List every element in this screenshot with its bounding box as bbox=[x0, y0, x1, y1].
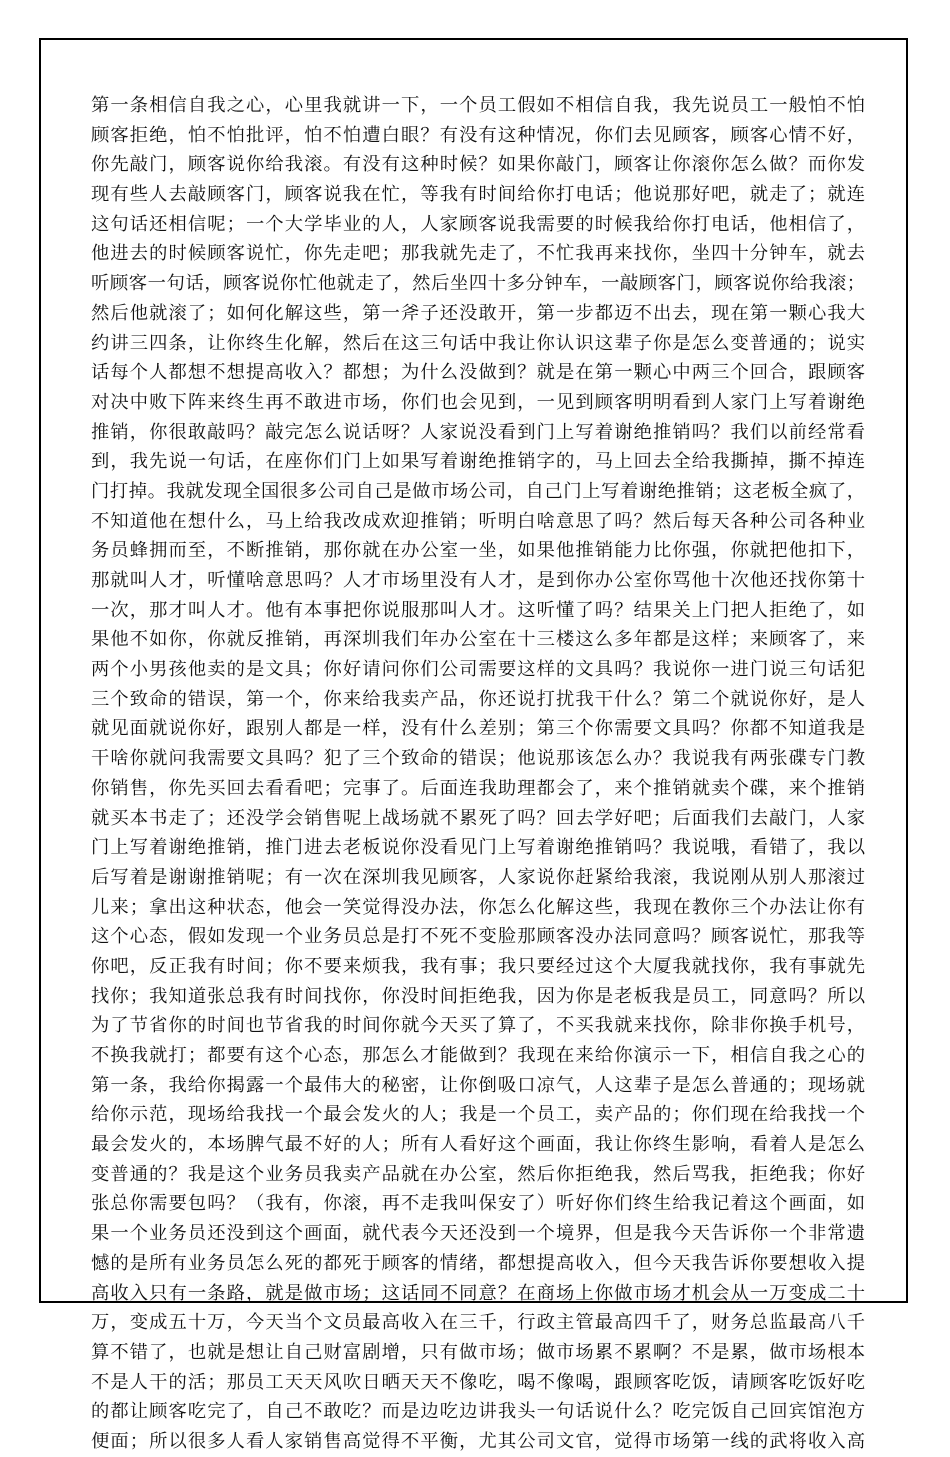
text-line: 就买本书走了；还没学会销售呢上战场就不累死了吗？回去学好吧；后面我们去敲门，人家 bbox=[91, 807, 865, 829]
text-line: 最会发火的，本场脾气最不好的人；所有人看好这个画面，我让你终生影响，看着人是怎么 bbox=[91, 1134, 865, 1156]
text-line: 干啥你就问我需要文具吗？犯了三个致命的错误；他说那该怎么办？我说我有两张碟专门教 bbox=[91, 748, 865, 770]
page-border bbox=[39, 38, 908, 1452]
text-line: 听顾客一句话，顾客说你忙他就走了，然后坐四十多分钟车，一敲顾客门，顾客说你给我滚； bbox=[91, 273, 865, 295]
text-line: 你吧，反正我有时间；你不要来烦我，我有事；我只要经过这个大厦我就找你，我有事就先 bbox=[91, 955, 865, 977]
text-line: 的都让顾客吃完了，自己不敢吃？而是边吃边讲我头一句话说什么？吃完饭自己回宾馆泡方 bbox=[91, 1401, 865, 1423]
text-line: 你先敲门，顾客说你给我滚。有没有这种时候？如果你敲门，顾客让你滚你怎么做？而你发 bbox=[91, 154, 865, 176]
text-line: 果一个业务员还没到这个画面，就代表今天还没到一个境界，但是我今天告诉你一个非常遗 bbox=[91, 1223, 865, 1245]
text-line: 你销售，你先买回去看看吧；完事了。后面连我助理都会了，来个推销就卖个碟，来个推销 bbox=[91, 777, 865, 799]
text-line: 万，变成五十万，今天当个文员最高收入在三千，行政主管最高四千了，财务总监最高八千 bbox=[91, 1312, 865, 1334]
text-line: 不是人干的活；那员工天天风吹日晒天天不像吃，喝不像喝，跟顾客吃饭，请顾客吃饭好吃 bbox=[91, 1371, 865, 1393]
text-line: 算不错了，也就是想让自己财富剧增，只有做市场；做市场累不累啊？不是累，做市场根本 bbox=[91, 1341, 865, 1363]
text-line: 到，我先说一句话，在座你们门上如果写着谢绝推销字的，马上回去全给我撕掉，撕不掉连 bbox=[91, 451, 865, 473]
text-line: 现有些人去敲顾客门，顾客说我在忙，等我有时间给你打电话；他说那好吧，就走了；就连 bbox=[91, 184, 865, 206]
text-line: 就见面就说你好，跟别人都是一样，没有什么差别；第三个你需要文具吗？你都不知道我是 bbox=[91, 718, 865, 740]
text-line: 这句话还相信呢；一个大学毕业的人，人家顾客说我需要的时候我给你打电话，他相信了， bbox=[91, 213, 865, 235]
text-line: 给你示范，现场给我找一个最会发火的人；我是一个员工，卖产品的；你们现在给我找一个 bbox=[91, 1104, 865, 1126]
text-line: 张总你需要包吗？（我有，你滚，再不走我叫保安了）听好你们终生给我记着这个画面，如 bbox=[91, 1193, 865, 1215]
text-line: 推销，你很敢敲吗？敲完怎么说话呀？人家说没看到门上写着谢绝推销吗？我们以前经常看 bbox=[91, 421, 865, 443]
text-line: 变普通的？我是这个业务员我卖产品就在办公室，然后你拒绝我，然后骂我，拒绝我；你好 bbox=[91, 1163, 865, 1185]
text-line: 便面；所以很多人看人家销售高觉得不平衡，尤其公司文官，觉得市场第一线的武将收入高 bbox=[91, 1430, 865, 1452]
text-line: 三个致命的错误，第一个，你来给我卖产品，你还说打扰我干什么？第二个就说你好，是人 bbox=[91, 688, 865, 710]
text-line: 那就叫人才，听懂啥意思吗？人才市场里没有人才，是到你办公室你骂他十次他还找你第十 bbox=[91, 570, 865, 591]
text-line: 门打掉。我就发现全国很多公司自己是做市场公司，自己门上写着谢绝推销；这老板全疯了， bbox=[91, 480, 865, 502]
text-line: 儿来；拿出这种状态，他会一笑觉得没办法，你怎么化解这些，我现在教你三个办法让你有 bbox=[91, 896, 865, 918]
text-line: 顾客拒绝，怕不怕批评，怕不怕遭白眼？有没有这种情况，你们去见顾客，顾客心情不好， bbox=[91, 124, 865, 146]
text-line: 对决中败下阵来终生再不敢进市场，你们也会见到，一见到顾客明明看到人家门上写着谢绝 bbox=[91, 391, 865, 413]
text-line: 找你；我知道张总我有时间找你，你没时间拒绝我，因为你是老板我是员工，同意吗？所以 bbox=[91, 985, 865, 1007]
text-line: 他进去的时候顾客说忙，你先走吧；那我就先走了，不忙我再来找你，坐四十分钟车，就去 bbox=[91, 243, 865, 265]
text-line: 一次，那才叫人才。他有本事把你说服那叫人才。这听懂了吗？结果关上门把人拒绝了，如 bbox=[91, 599, 865, 621]
body-text bbox=[91, 91, 865, 1457]
text-line: 不换我就打；都要有这个心态，那怎么才能做到？我现在来给你演示一下，相信自我之心的 bbox=[91, 1045, 865, 1066]
text-line: 门上写着谢绝推销，推门进去老板说你没看见门上写着谢绝推销吗？我说哦，看错了，我以 bbox=[91, 837, 865, 859]
text-line: 高收入只有一条路，就是做市场；这话同不同意？在商场上你做市场才机会从一万变成二十 bbox=[91, 1282, 865, 1304]
text-line: 后写着是谢谢推销呢；有一次在深圳我见顾客，人家说你赶紧给我滚，我说刚从别人那滚过 bbox=[91, 866, 865, 888]
text-line: 为了节省你的时间也节省我的时间你就今天买了算了，不买我就来找你，除非你换手机号， bbox=[91, 1015, 865, 1037]
text-line: 不知道他在想什么，马上给我改成欢迎推销；听明白啥意思了吗？然后每天各种公司各种业 bbox=[91, 510, 865, 532]
text-line: 果他不如你，你就反推销，再深圳我们年办公室在十三楼这么多年都是这样；来顾客了，来 bbox=[91, 629, 865, 651]
text-line: 务员蜂拥而至，不断推销，那你就在办公室一坐，如果他推销能力比你强，你就把他扣下， bbox=[91, 540, 865, 562]
text-line: 约讲三四条，让你终生化解，然后在这三句话中我让你认识这辈子你是怎么变普通的；说实 bbox=[91, 332, 865, 354]
text-line: 这个心态，假如发现一个业务员总是打不死不变脸那顾客没办法同意吗？顾客说忙，那我等 bbox=[91, 926, 865, 948]
text-line: 话每个人都想不想提高收入？都想；为什么没做到？就是在第一颗心中两三个回合，跟顾客 bbox=[91, 362, 865, 384]
text-line: 第一条相信自我之心，心里我就讲一下，一个员工假如不相信自我，我先说员工一般怕不怕 bbox=[91, 95, 865, 116]
text-line: 然后他就滚了；如何化解这些，第一斧子还没敢开，第一步都迈不出去，现在第一颗心我大 bbox=[91, 302, 865, 324]
text-line: 两个小男孩他卖的是文具；你好请问你们公司需要这样的文具吗？我说你一进门说三句话犯 bbox=[91, 659, 865, 681]
text-line: 第一条，我给你揭露一个最伟大的秘密，让你倒吸口凉气，人这辈子是怎么普通的；现场就 bbox=[91, 1074, 865, 1096]
text-line: 憾的是所有业务员怎么死的都死于顾客的情绪，都想提高收入，但今天我告诉你要想收入提 bbox=[91, 1252, 865, 1274]
